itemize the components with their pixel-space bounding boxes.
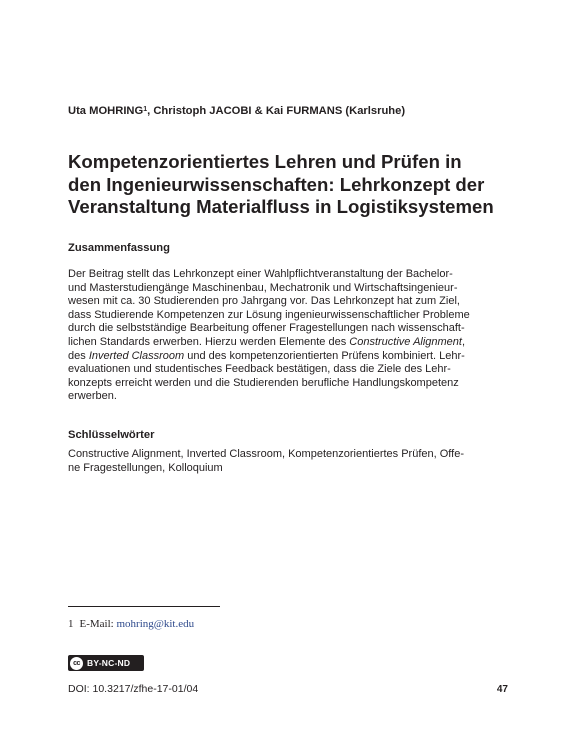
abstract-line: konzepts erreicht werden und die Studierenden berufliche Handlungskompetenz	[68, 376, 459, 389]
emphasis-term: Inverted Classroom	[88, 349, 185, 362]
cc-icon-mark: cc	[73, 659, 80, 667]
abstract-text-run: lichen Standards erwerben. Hierzu werden Elemente des	[68, 335, 347, 348]
abstract-text-run: des	[68, 349, 86, 362]
author-footnote-mark: 1	[143, 106, 148, 113]
author-line	[68, 104, 508, 118]
abstract-text-run: und des kompetenzorientierten Prüfens kombiniert. Lehr-	[187, 349, 465, 362]
footnote-number: 1	[68, 618, 74, 630]
title-line: den Ingenieurwissenschaften: Lehrkonzept der	[68, 173, 485, 195]
keywords-line: ne Fragestellungen, Kolloquium	[68, 461, 223, 474]
abstract-heading: Zusammenfassung	[68, 242, 170, 254]
abstract-line: und Masterstudiengänge Maschinenbau, Mechatronik und Wirtschaftsingenieur-	[68, 281, 458, 294]
footnote-divider	[68, 606, 220, 607]
abstract-line: wesen mit ca. 30 Studierenden pro Jahrgang vor. Das Lehrkonzept hat zum Ziel,	[68, 295, 460, 308]
footnote-email-link[interactable]: mohring@kit.edu	[116, 618, 195, 630]
paper-title	[68, 151, 538, 219]
abstract-line: Der Beitrag stellt das Lehrkonzept einer Wahlpflichtveranstaltung der Bachelor-	[68, 268, 453, 280]
keywords-text	[68, 448, 508, 475]
title-line: Veranstaltung Materialfluss in Logistiksystemen	[68, 196, 494, 217]
abstract-line	[68, 336, 508, 350]
footnote	[68, 618, 194, 631]
cc-icon	[70, 657, 83, 670]
abstract-line	[68, 350, 508, 364]
footnote-label: E-Mail:	[79, 618, 114, 630]
author-names: Uta MOHRING	[68, 105, 144, 117]
abstract-text-run: ,	[461, 335, 466, 348]
author-names-rest: , Christoph JACOBI & Kai FURMANS (Karlsruhe)	[147, 105, 406, 117]
abstract-text	[68, 268, 508, 404]
license-text: BY-NC-ND	[87, 658, 131, 668]
cc-license-badge[interactable]	[68, 655, 144, 671]
abstract-line: durch die selbstständige Bearbeitung offener Fragestellungen nach wissenschaft-	[68, 322, 465, 335]
keywords-line: Constructive Alignment, Inverted Classroom, Kompetenzorientiertes Prüfen, Offe-	[68, 448, 464, 460]
abstract-line: evaluationen und studentisches Feedback bestätigen, dass die Ziele des Lehr-	[68, 363, 451, 376]
doi: DOI: 10.3217/zfhe-17-01/04	[68, 683, 199, 695]
abstract-line: erwerben.	[68, 390, 117, 403]
emphasis-term: Constructive Alignment	[349, 335, 462, 348]
abstract-line: dass Studierende Kompetenzen zur Lösung ingenieurwissenschaftlicher Probleme	[68, 308, 470, 321]
title-line: Kompetenzorientiertes Lehren und Prüfen in	[68, 151, 462, 172]
keywords-heading: Schlüsselwörter	[68, 429, 155, 441]
page-number: 47	[496, 684, 508, 695]
